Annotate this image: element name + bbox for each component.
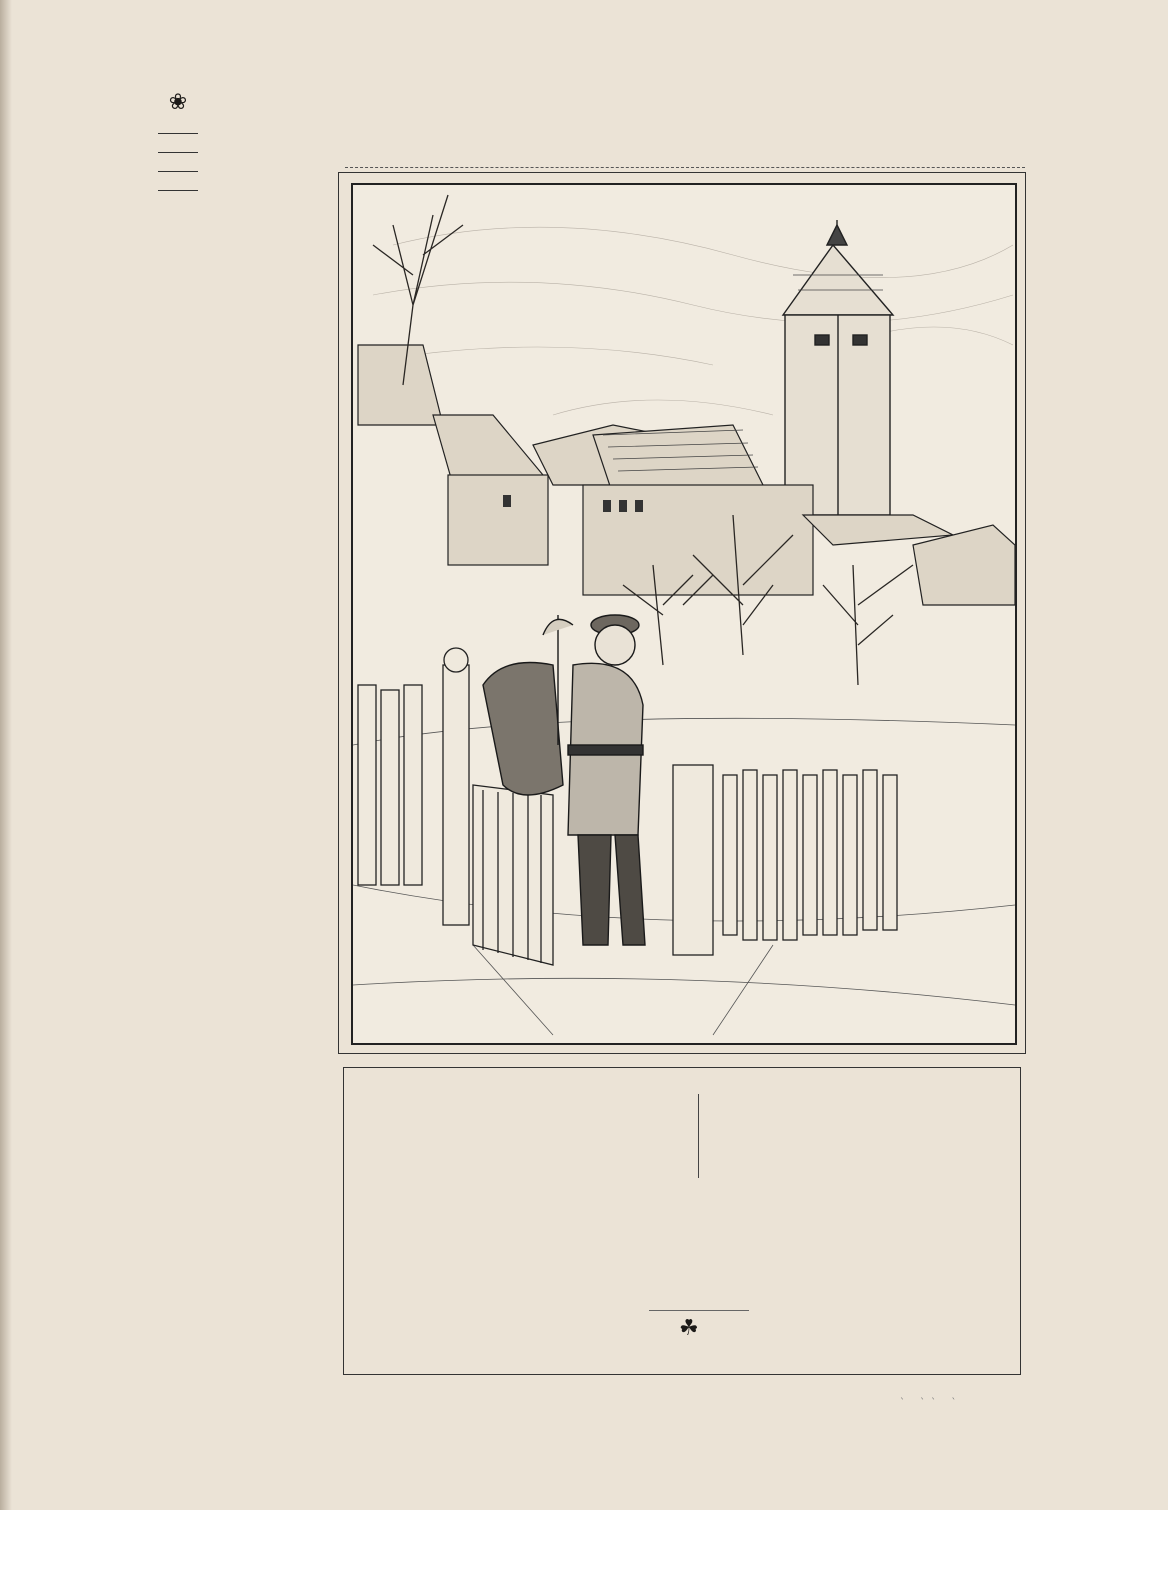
divider — [649, 1310, 749, 1311]
column-divider — [698, 1094, 699, 1178]
soldier-at-garden-gate-drawing — [353, 185, 1015, 1043]
print-marks: ` `` ` — [900, 1398, 963, 1409]
divider — [158, 171, 198, 172]
illustration-frame — [338, 172, 1026, 1054]
title-rule — [345, 167, 1025, 169]
illustration — [351, 183, 1017, 1045]
left-column — [28, 80, 328, 209]
ornament-icon: ❀ — [168, 90, 188, 115]
divider — [158, 190, 198, 191]
divider — [158, 133, 198, 134]
divider — [158, 152, 198, 153]
anecdote-text — [28, 121, 328, 129]
poem-box — [343, 1067, 1021, 1375]
clover-ornament-icon: ☘ — [679, 1316, 699, 1341]
